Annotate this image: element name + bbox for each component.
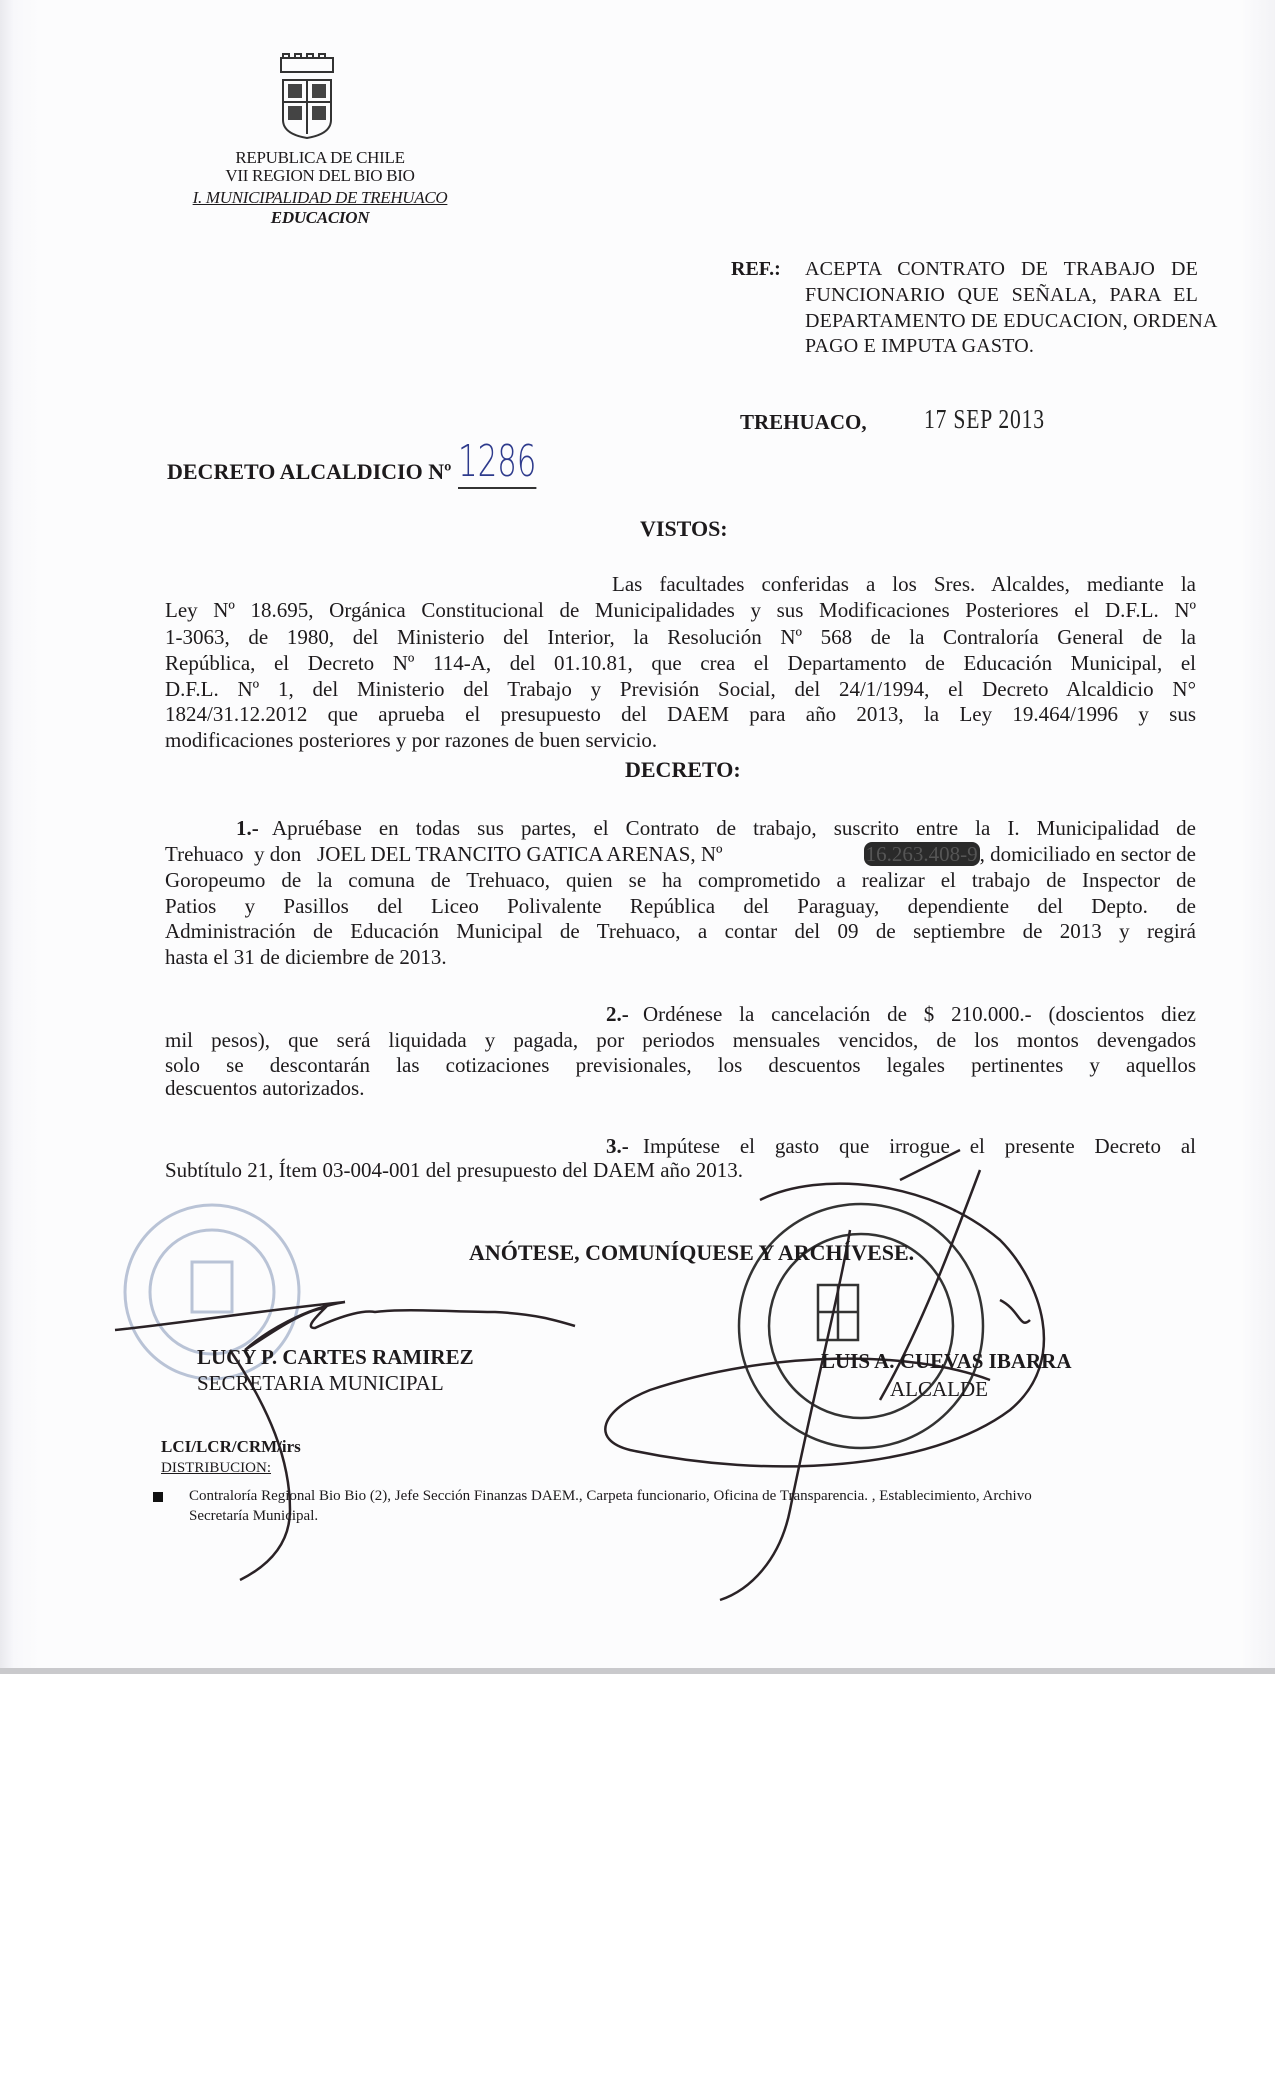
ref-line: FUNCIONARIO QUE SEÑALA, PARA EL: [805, 284, 1198, 306]
article-1-line: [165, 842, 1196, 867]
distribution-list: Contraloría Regional Bio Bio (2), Jefe Sección Finanzas DAEM., Carpeta funcionario, Oficina de Transparencia. , Establecimiento, Archivo: [189, 1488, 1032, 1504]
article-1-line: Patios y Pasillos del Liceo Polivalente República del Paraguay, dependiente del Depto. de: [165, 894, 1196, 918]
article-2-number: 2.-: [606, 1002, 629, 1026]
vistos-line: Las facultades conferidas a los Sres. Alcaldes, mediante la: [612, 572, 1196, 596]
signer-left-name: LUCY P. CARTES RAMIREZ: [197, 1345, 474, 1369]
ref-line: DEPARTAMENTO DE EDUCACION, ORDENA: [805, 310, 1218, 332]
ref-label: REF.:: [731, 258, 781, 280]
header-region: VII REGION DEL BIO BIO: [225, 166, 415, 185]
article-3-number: 3.-: [606, 1134, 629, 1158]
decree-number-handwritten: 1286: [458, 436, 537, 487]
vistos-line: 1-3063, de 1980, del Ministerio del Interior, la Resolución Nº 568 de la Contraloría General de la: [165, 625, 1196, 649]
article-2-line: descuentos autorizados.: [165, 1076, 365, 1100]
signer-left-title: SECRETARIA MUNICIPAL: [197, 1371, 444, 1395]
header-department: EDUCACION: [270, 208, 370, 227]
article-1-line: Administración de Educación Municipal de Trehuaco, a contar del 09 de septiembre de 2013 y regirá: [165, 919, 1196, 943]
vistos-title: VISTOS:: [640, 516, 728, 541]
distribution-list: Secretaría Municipal.: [189, 1508, 319, 1524]
ref-line: ACEPTA CONTRATO DE TRABAJO DE: [805, 258, 1198, 280]
place: TREHUACO,: [740, 410, 867, 434]
article-2-line: mil pesos), que será liquidada y pagada, por periodos mensuales vencidos, de los montos devengados: [165, 1028, 1196, 1052]
vistos-line: República, el Decreto Nº 114-A, del 01.10.81, que crea el Departamento de Educación Municipal, el: [165, 651, 1196, 675]
header-country: REPUBLICA DE CHILE: [235, 148, 405, 167]
redacted-id-number: 16.263.408-9: [865, 842, 978, 866]
vistos-line: Ley Nº 18.695, Orgánica Constitucional de Municipalidades y sus Modificaciones Posteriores el D.F.L. Nº: [165, 598, 1196, 622]
initials: LCI/LCR/CRM/irs: [161, 1437, 301, 1456]
signer-right-name: LUIS A. CUEVAS IBARRA: [821, 1349, 1072, 1373]
ref-line: PAGO E IMPUTA GASTO.: [805, 335, 1035, 357]
bullet-square-icon: [153, 1492, 163, 1502]
article-2-line: Ordénese la cancelación de $ 210.000.- (doscientos diez: [643, 1002, 1196, 1026]
article-1-number: 1.-: [236, 816, 259, 840]
vistos-line: D.F.L. Nº 1, del Ministerio del Trabajo y Previsión Social, del 24/1/1994, el Decreto Alcaldicio N°: [165, 677, 1196, 701]
article-1-line: Apruébase en todas sus partes, el Contrato de trabajo, suscrito entre la I. Municipalidad de: [272, 816, 1196, 840]
decreto-title: DECRETO:: [625, 757, 741, 782]
article-1-text: Trehuaco y don JOEL DEL TRANCITO GATICA ARENAS, Nº: [165, 842, 723, 866]
vistos-line: modificaciones posteriores y por razones de buen servicio.: [165, 728, 658, 752]
signer-right-title: ALCALDE: [890, 1377, 988, 1401]
distribution-title: DISTRIBUCION:: [161, 1460, 272, 1476]
article-1-line: hasta el 31 de diciembre de 2013.: [165, 945, 447, 969]
closing-formula: ANÓTESE, COMUNÍQUESE Y ARCHÍVESE.: [469, 1240, 915, 1265]
article-2-line: solo se descontarán las cotizaciones previsionales, los descuentos legales pertinentes y aquellos: [165, 1053, 1196, 1077]
article-1-line: Goropeumo de la comuna de Trehuaco, quien se ha comprometido a realizar el trabajo de Inspector de: [165, 868, 1196, 892]
article-1-text: , domiciliado en sector de: [979, 842, 1196, 866]
article-3-line: Subtítulo 21, Ítem 03-004-001 del presupuesto del DAEM año 2013.: [165, 1158, 744, 1182]
date-stamp: 17 SEP 2013: [924, 404, 1045, 434]
header-municipality: I. MUNICIPALIDAD DE TREHUACO: [192, 188, 448, 207]
decree-label: DECRETO ALCALDICIO Nº: [167, 459, 452, 484]
vistos-line: 1824/31.12.2012 que aprueba el presupuesto del DAEM para año 2013, la Ley 19.464/1996 y sus: [165, 702, 1196, 726]
article-3-line: Impútese el gasto que irrogue el presente Decreto al: [643, 1134, 1196, 1158]
